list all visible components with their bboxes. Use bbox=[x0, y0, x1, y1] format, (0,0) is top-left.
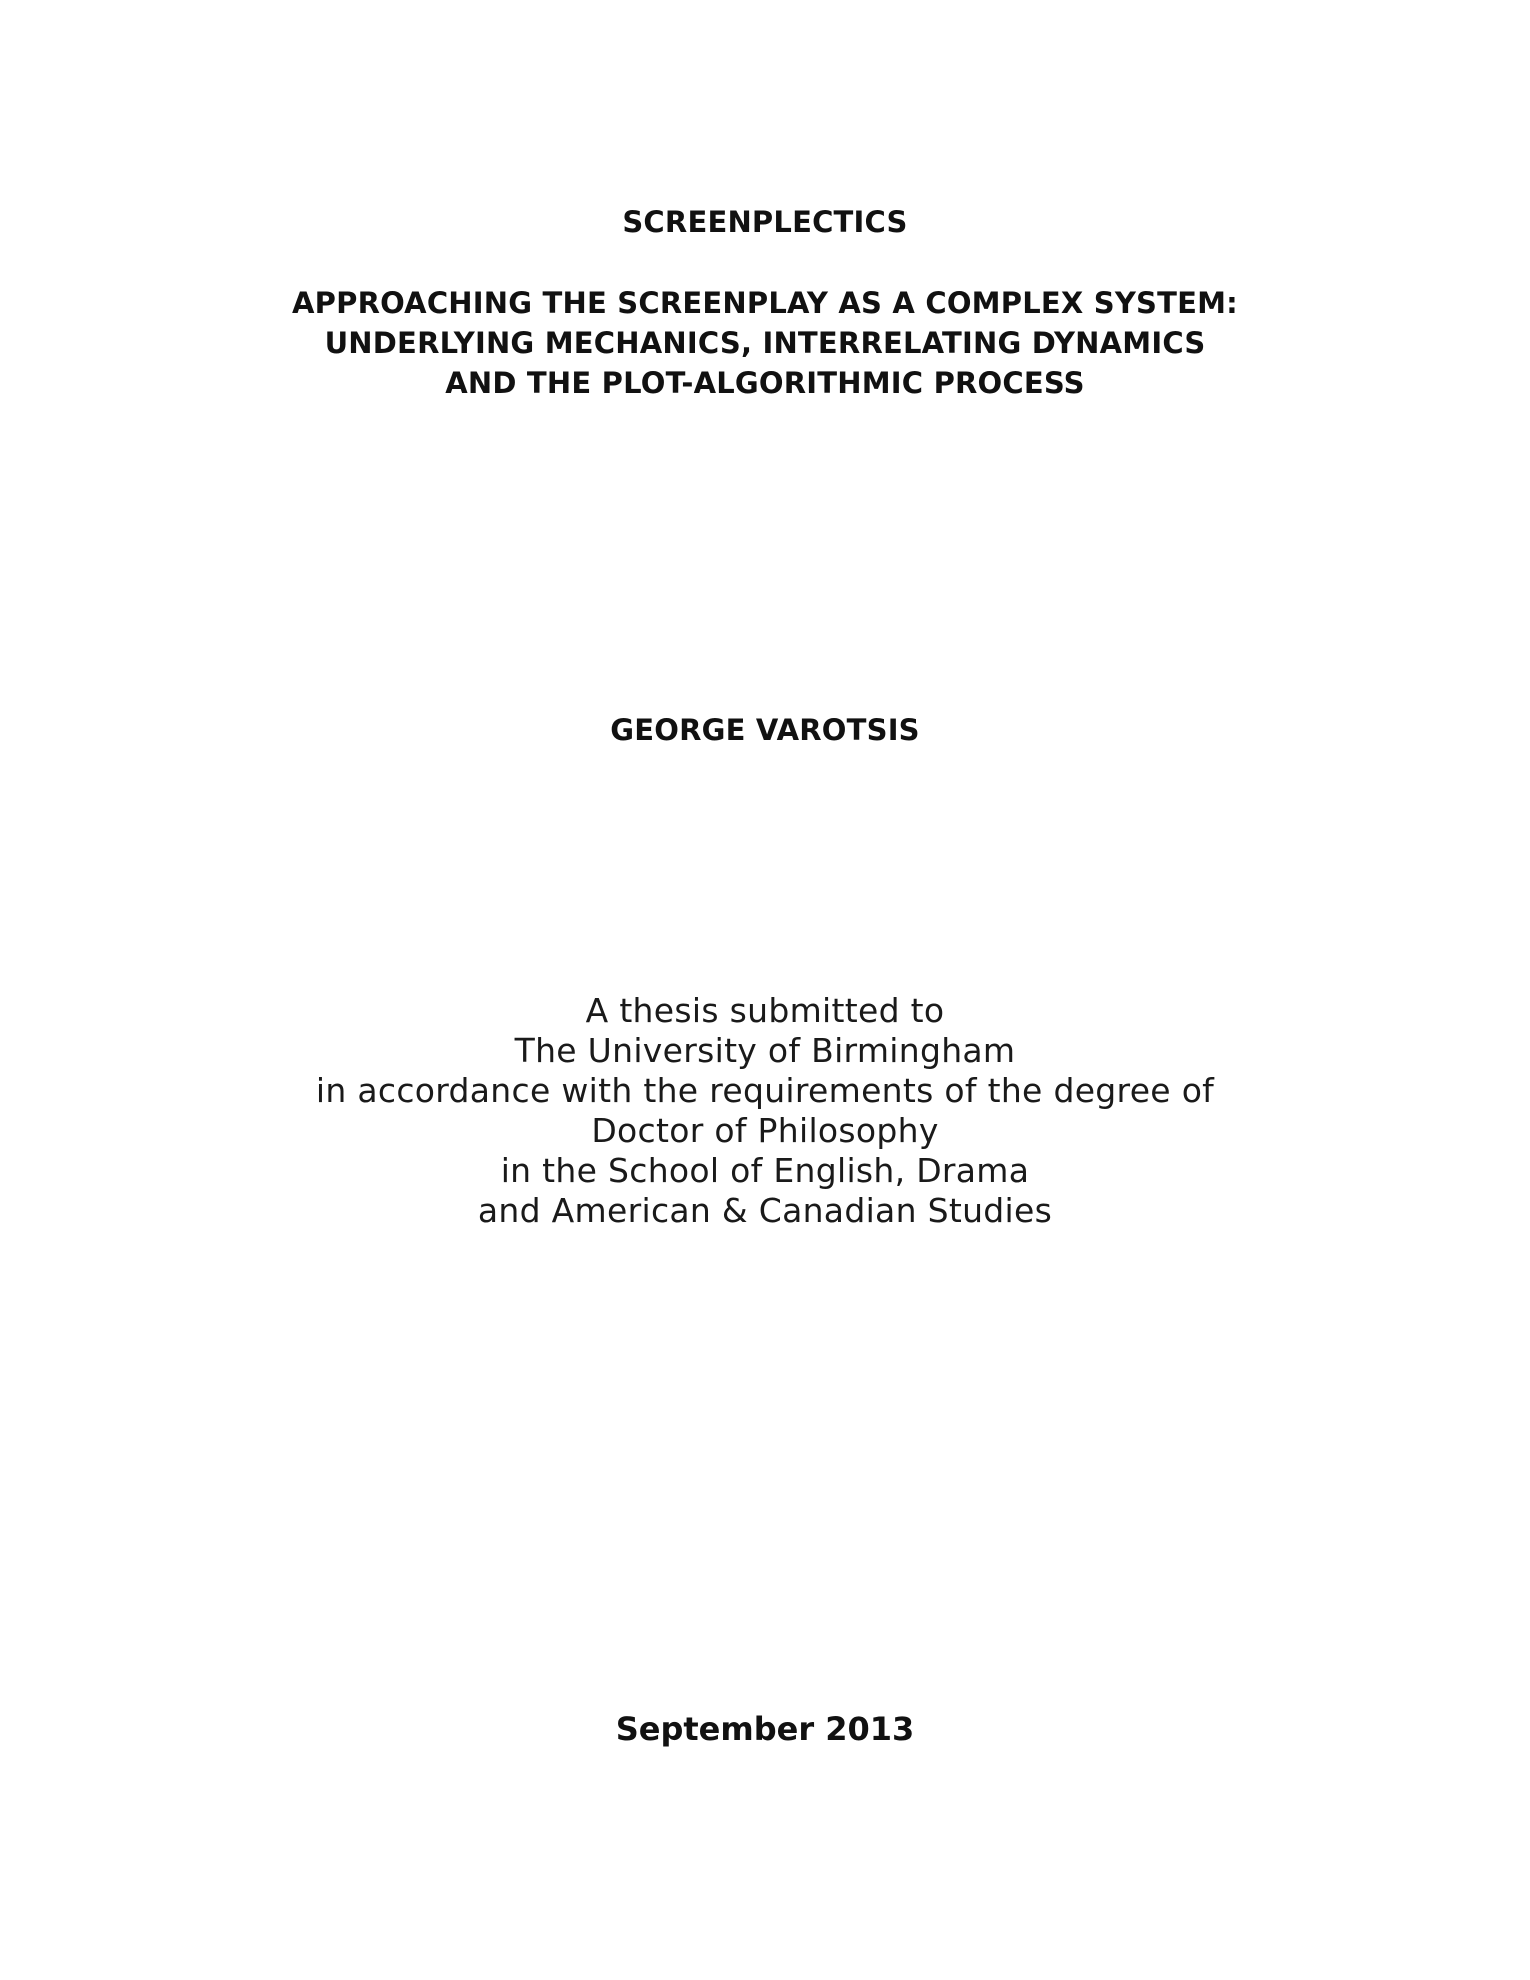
submission-date: September 2013 bbox=[615, 1710, 915, 1748]
submission-line-4: Doctor of Philosophy bbox=[591, 1111, 939, 1150]
submission-line-3: in accordance with the requirements of the degree of bbox=[315, 1071, 1215, 1110]
submission-line-2: The University of Birmingham bbox=[514, 1031, 1016, 1070]
subtitle-line-2: UNDERLYING MECHANICS, INTERRELATING DYNAMICS bbox=[324, 326, 1206, 360]
submission-line-6: and American & Canadian Studies bbox=[477, 1191, 1053, 1230]
submission-line-1: A thesis submitted to bbox=[585, 991, 945, 1030]
main-title: SCREENPLECTICS bbox=[622, 205, 908, 239]
subtitle-line-3: AND THE PLOT-ALGORITHMIC PROCESS bbox=[445, 366, 1085, 400]
subtitle-line-1: APPROACHING THE SCREENPLAY AS A COMPLEX SYSTEM: bbox=[292, 286, 1238, 320]
author-name: GEORGE VAROTSIS bbox=[610, 713, 920, 747]
submission-line-5: in the School of English, Drama bbox=[500, 1151, 1030, 1190]
